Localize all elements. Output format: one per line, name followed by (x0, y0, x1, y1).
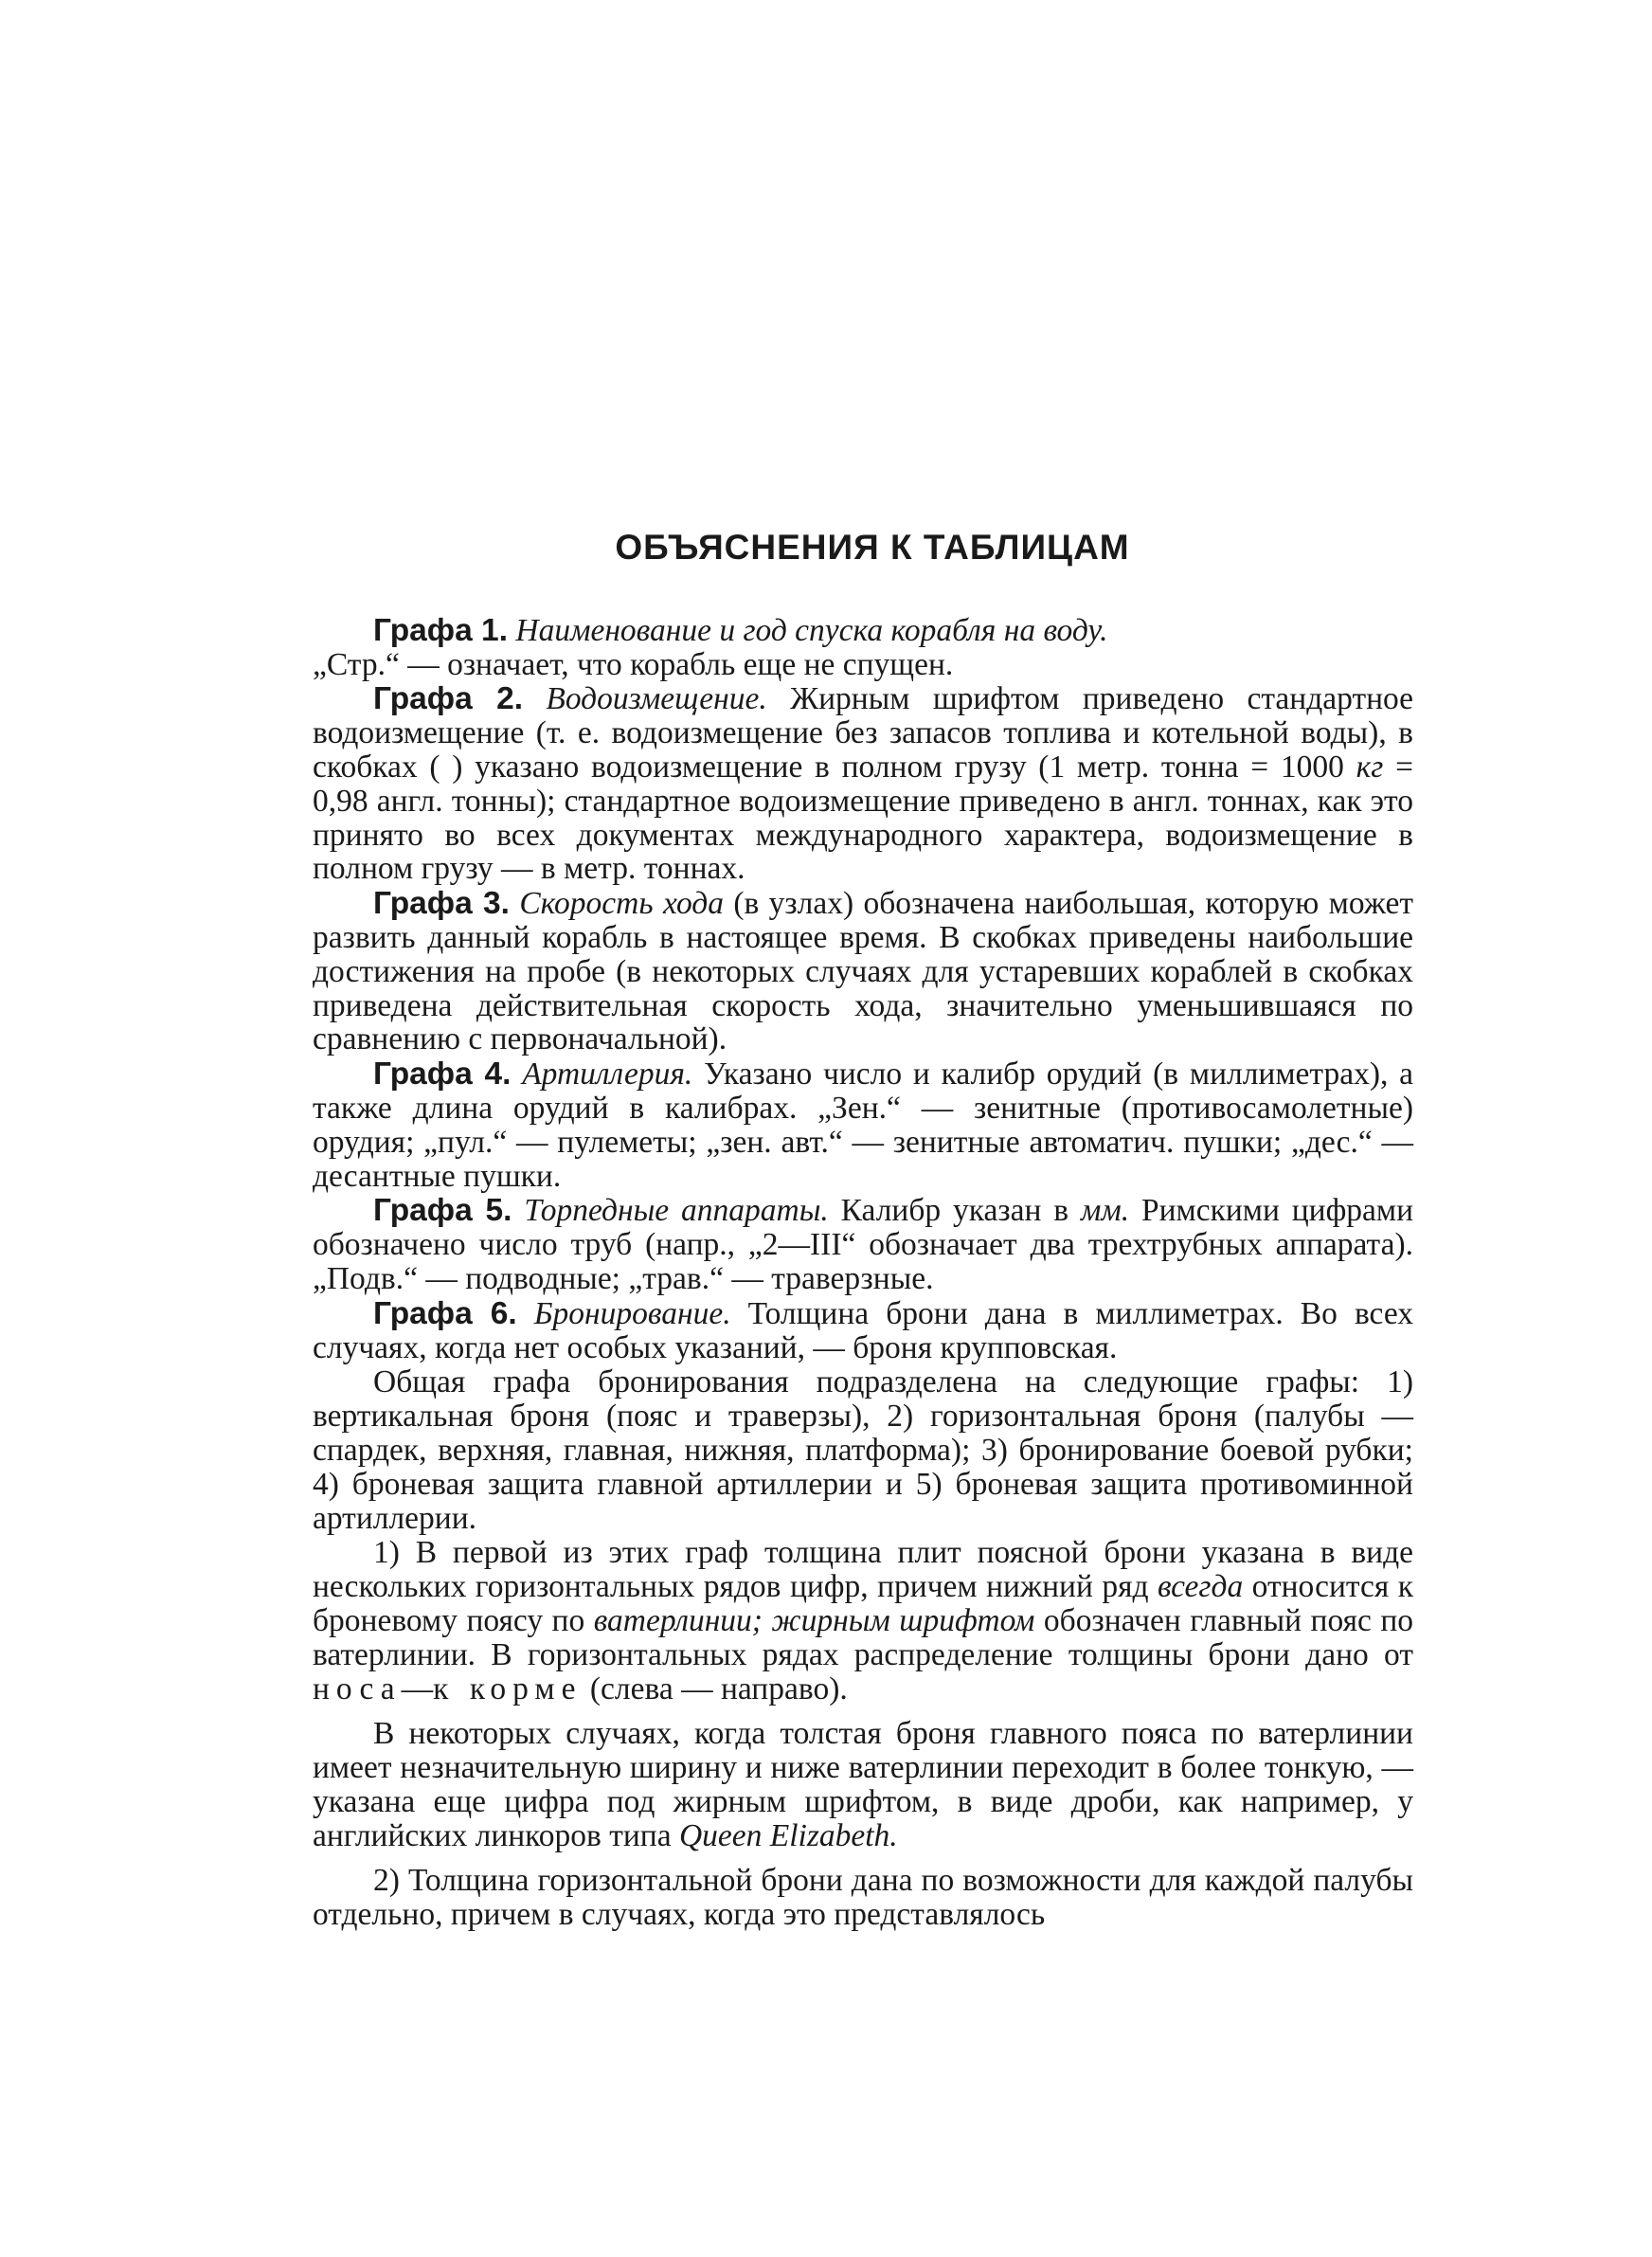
paragraph-text: Указано число и калибр орудий (в миллиметрах), а также длина орудий в калибрах. „Зен.“ — зенитные (противосамолетные) орудия; „пул.“ — пулеметы; „зен. авт.“ — зенитные автоматич. пушки; „дес.“ — десантные пушки. (313, 1056, 1414, 1194)
unit-label: мм. (1080, 1193, 1130, 1229)
paragraph-text: Жирным шрифтом приведено стандартное водоизмещение (т. е. водоизмещение без запасов топлива и котельной воды), в скобках ( ) указано водоизмещение в полном грузу (1 метр. тонна = 1000 (313, 681, 1414, 785)
paragraph-graf-5 (313, 1194, 1413, 1295)
section-topic: Торпедные аппараты. (524, 1193, 829, 1229)
section-topic: Наименование и год спуска корабля на воду. (515, 612, 1108, 648)
paragraph-armor-groups (313, 1365, 1413, 1535)
paragraph-text: (в узлах) обозначена наибольшая, которую может развить данный корабль в настоящее время. В скобках приведены наибольшие достижения на пробе (в некоторых случаях для устаревших кораблей в скобках приведена действительная скорость хода, значительно уменьшившаяся по сравнению с первоначальной). (313, 886, 1414, 1057)
section-heading: Графа 2. (373, 681, 524, 717)
paragraph-text: 2) Толщина горизонтальной брони дана по возможности для каждой палубы отдельно, причем в случаях, когда это представлялось (313, 1863, 1413, 1933)
section-heading: Графа 3. (373, 886, 510, 922)
section-topic: Бронирование. (533, 1295, 731, 1331)
paragraph-graf-2 (313, 682, 1413, 886)
paragraph-text: 1) В первой из этих граф толщина плит поясной брони указана в виде нескольких горизонтальных рядов цифр, причем нижний ряд (313, 1535, 1413, 1605)
ship-name: Queen Elizabeth. (678, 1817, 898, 1853)
unit-label: кг (1356, 749, 1384, 785)
paragraph-text: (слева — направо). (589, 1670, 848, 1706)
spaced-text: носа (313, 1670, 402, 1706)
paragraph-belt-fraction (313, 1717, 1413, 1852)
section-heading: Графа 5. (373, 1193, 512, 1229)
paragraph-text: Общая графа бронирования подразделена на следующие графы: 1) вертикальная броня (пояс и траверзы), 2) горизонтальная броня (палубы — спардек, верхняя, главная, нижняя, платформа); 3) бронирование боевой рубки; 4) броневая защита главной артиллерии и 5) броневая защита противоминной артиллерии. (313, 1364, 1413, 1536)
paragraph-horizontal-armor (313, 1864, 1413, 1932)
paragraph-graf-6 (313, 1297, 1413, 1365)
section-heading: Графа 1. (373, 612, 508, 648)
section-topic: Скорость хода (519, 886, 724, 922)
paragraph-text: относится к броневому поясу по (313, 1569, 1413, 1638)
paragraph-text: Толщина брони дана в миллиметрах. Во всех случаях, когда нет особых указаний, — броня крупповская. (313, 1295, 1414, 1365)
section-topic: Артиллерия. (522, 1056, 693, 1092)
paragraph-text: обозначен главный пояс по ватерлинии. В горизонтальных рядах распределение толщины брони дано от (313, 1602, 1414, 1672)
paragraph-graf-3 (313, 887, 1413, 1056)
paragraph-text: „Стр.“ — означает, что корабль еще не спущен. (313, 646, 954, 682)
spaced-text: к корме (433, 1670, 583, 1706)
section-heading: Графа 6. (373, 1295, 517, 1331)
paragraph-text: Калибр указан в (840, 1193, 1069, 1229)
dash: — (401, 1670, 434, 1706)
paragraph-graf-1 (313, 614, 1413, 682)
emphasis-text: ватерлинии; жирным шрифтом (593, 1602, 1035, 1638)
paragraph-vertical-armor (313, 1536, 1413, 1706)
paragraph-graf-4 (313, 1057, 1413, 1193)
page-title: ОБЪЯСНЕНИЯ К ТАБЛИЦАМ (615, 528, 1130, 567)
section-topic: Водоизмещение. (546, 681, 767, 717)
paragraph-text: Римскими цифрами обозначено число труб (напр., „2—III“ обозначает два трехтрубных аппарата). „Подв.“ — подводные; „трав.“ — траверзные. (313, 1193, 1414, 1296)
section-heading: Графа 4. (373, 1056, 512, 1092)
page-body (313, 528, 1414, 1933)
paragraph-text: В некоторых случаях, когда толстая броня главного пояса по ватерлинии имеет незначительную ширину и ниже ватерлинии переходит в более тонкую, — указана еще цифра под жирным шрифтом, в виде дроби, как например, у английских линкоров типа (313, 1716, 1413, 1853)
paragraph-text: = 0,98 англ. тонны); стандартное водоизмещение приведено в англ. тоннах, как это принято во всех документах международного характера, водоизмещение в полном грузу — в метр. тоннах. (313, 749, 1414, 887)
emphasis-text: всегда (1158, 1569, 1244, 1605)
